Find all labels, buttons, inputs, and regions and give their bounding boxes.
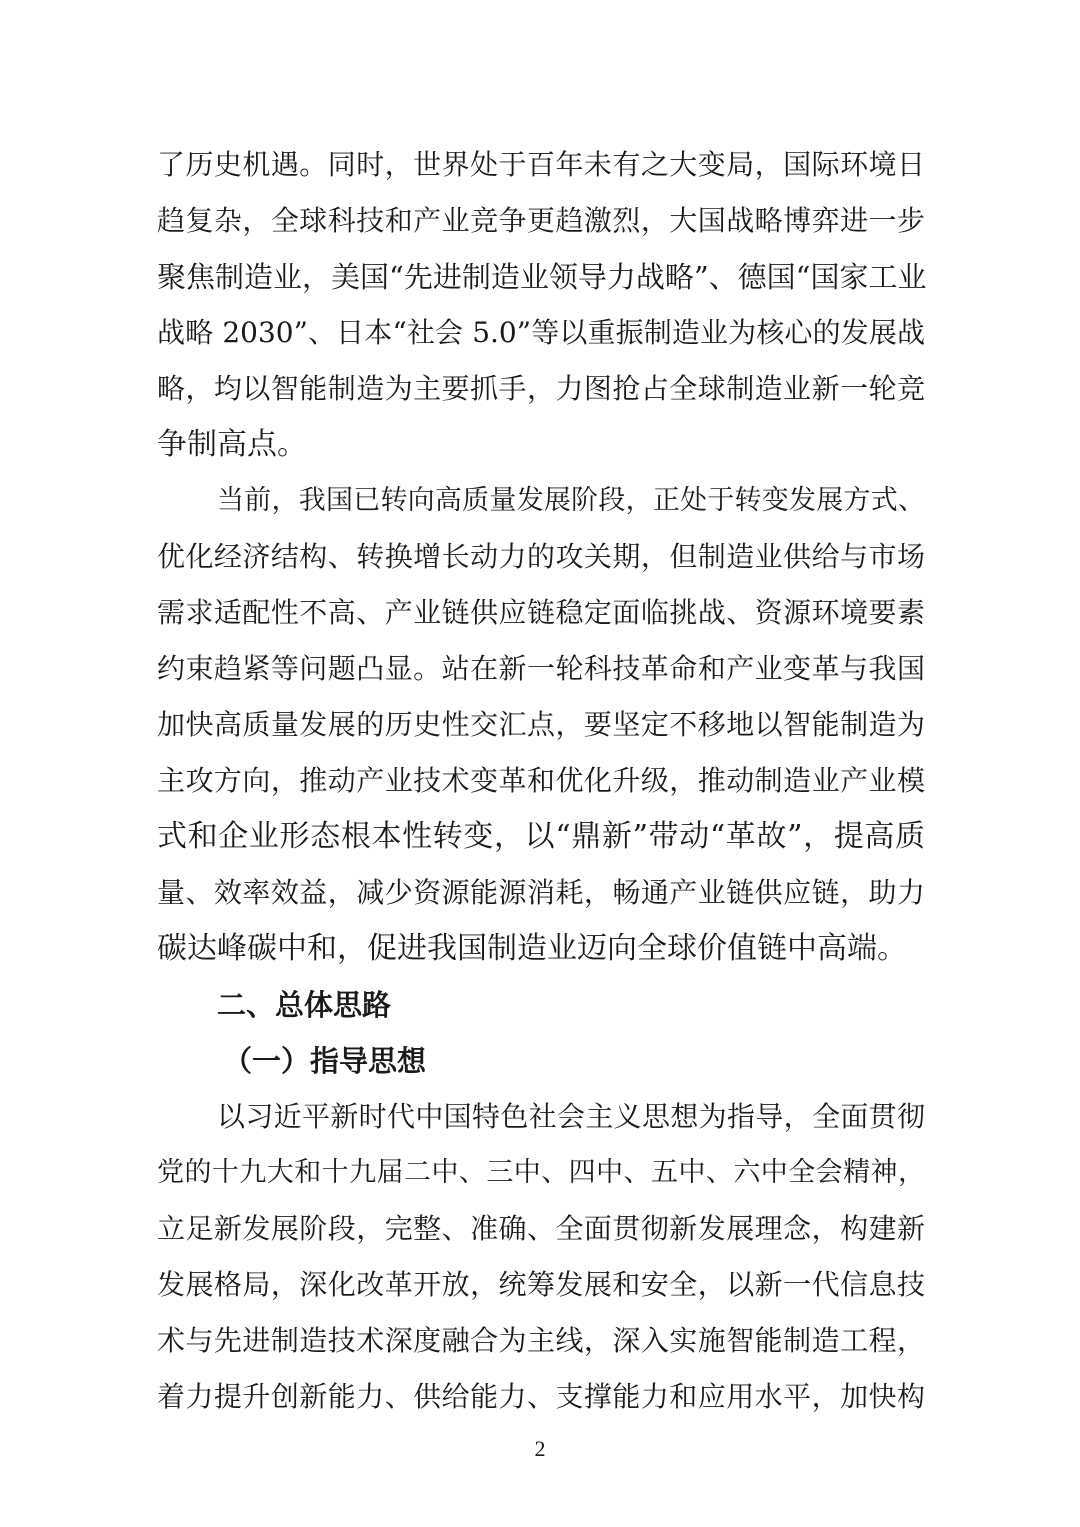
text-line: 当前，我国已转向高质量发展阶段，正处于转变发展方式、 [217, 485, 925, 516]
text-line: 以习近平新时代中国特色社会主义思想为指导，全面贯彻 [217, 1100, 925, 1133]
text-line: 主攻方向，推动产业技术变革和优化升级，推动制造业产业模 [157, 764, 925, 797]
page-number: 2 [534, 1436, 546, 1461]
text-line: 聚焦制造业，美国“先进制造业领导力战略”、德国“国家工业 [157, 260, 927, 294]
text-line: 约束趋紧等问题凸显。站在新一轮科技革命和产业变革与我国 [157, 652, 925, 685]
subsection-heading: （一）指导思想 [223, 1044, 427, 1078]
text-line: 争制高点。 [157, 427, 307, 462]
text-line: 术与先进制造技术深度融合为主线，深入实施智能制造工程， [157, 1324, 925, 1357]
text-line: 加快高质量发展的历史性交汇点，要坚定不移地以智能制造为 [157, 708, 925, 741]
text-line: 需求适配性不高、产业链供应链稳定面临挑战、资源环境要素 [157, 596, 925, 629]
text-line: 党的十九大和十九届二中、三中、四中、五中、六中全会精神， [157, 1157, 925, 1188]
text-line: 略，均以智能制造为主要抓手，力图抢占全球制造业新一轮竞 [157, 372, 925, 405]
text-line: 优化经济结构、转换增长动力的攻关期，但制造业供给与市场 [157, 540, 925, 573]
text-line: 碳达峰碳中和，促进我国制造业迈向全球价值链中高端。 [157, 931, 907, 966]
document-page [157, 137, 925, 1425]
text-line: 立足新发展阶段，完整、准确、全面贯彻新发展理念，构建新 [157, 1212, 925, 1245]
text-line: 量、效率效益，减少资源能源消耗，畅通产业链供应链，助力 [157, 876, 925, 909]
text-line: 趋复杂，全球科技和产业竞争更趋激烈，大国战略博弈进一步 [157, 204, 925, 237]
text-line: 式和企业形态根本性转变，以“鼎新”带动“革故”，提高质 [157, 819, 925, 854]
text-line: 发展格局，深化改革开放，统筹发展和安全，以新一代信息技 [157, 1268, 925, 1301]
text-line: 着力提升创新能力、供给能力、支撑能力和应用水平，加快构 [157, 1380, 925, 1413]
section-heading: 二、总体思路 [217, 988, 392, 1022]
text-line: 了历史机遇。同时，世界处于百年未有之大变局，国际环境日 [157, 148, 925, 181]
paragraph-3 [157, 1089, 925, 1425]
paragraph-2 [157, 473, 925, 977]
text-line: 战略 2030”、日本“社会 5.0”等以重振制造业为核心的发展战 [157, 316, 925, 349]
paragraph-1 [157, 137, 925, 473]
